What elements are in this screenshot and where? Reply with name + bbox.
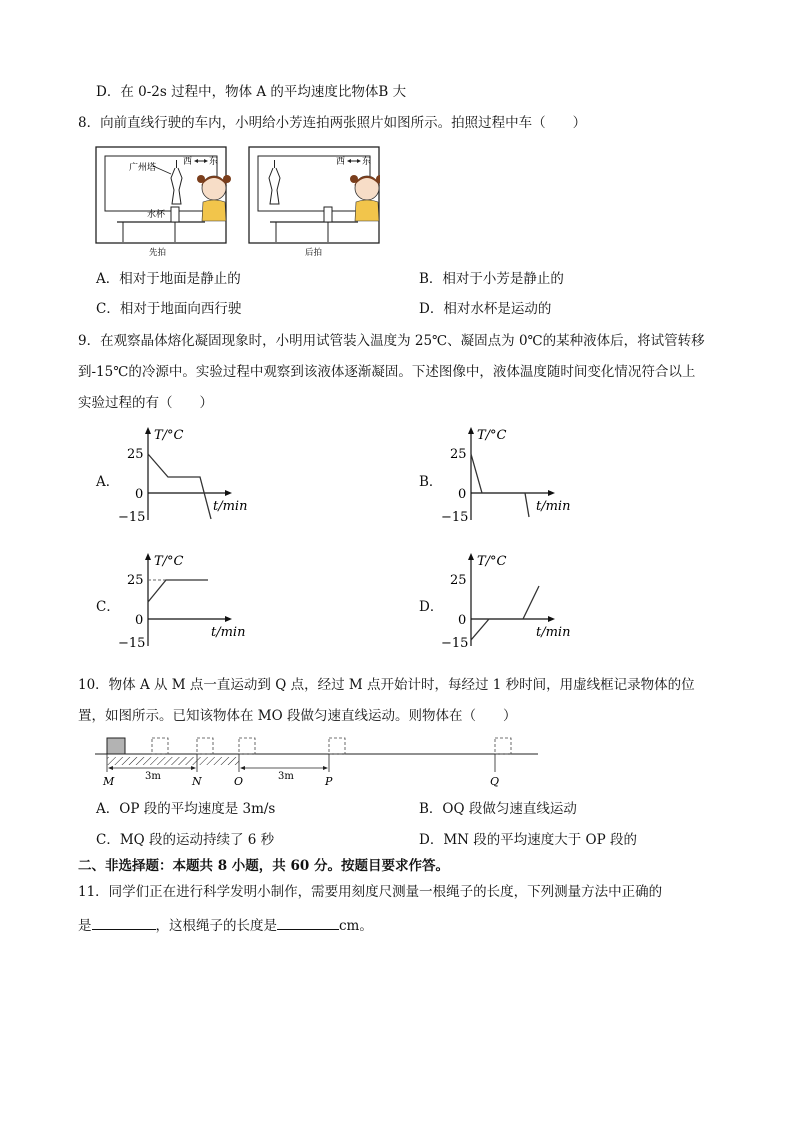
q9-graph-b [441, 424, 581, 524]
q9-graph-a [118, 424, 258, 524]
T-axis-label-a: T/°C [154, 428, 184, 443]
tick-25-c: 25 [127, 573, 144, 588]
point-o: O [234, 775, 244, 788]
t-axis-label-d: t/min [536, 625, 571, 640]
q11-stem-line2 [78, 915, 373, 935]
q11-stem-line1: 11．同学们正在进行科学发明小制作，需要用刻度尺测量一根绳子的长度，下列测量方法中正确的 [78, 884, 663, 900]
q8-option-a: A．相对于地面是静止的 [96, 271, 241, 287]
tick-25-b: 25 [450, 447, 467, 462]
tick-neg15-d: −15 [441, 636, 469, 650]
tick-0-a: 0 [135, 487, 144, 502]
tick-neg15-b: −15 [441, 510, 469, 524]
q9-label-d: D． [419, 599, 444, 615]
tick-0-c: 0 [135, 613, 144, 628]
dir-west-1: 西 [183, 157, 193, 167]
caption-second: 后拍 [305, 248, 323, 258]
q7-option-d: D．在 0-2s 过程中，物体 A 的平均速度比物体B 大 [96, 84, 407, 100]
q10-stem-line2: 置，如图所示。已知该物体在 MO 段做匀速直线运动。则物体在（ ） [78, 708, 517, 724]
q8-photos-figure [95, 146, 380, 258]
q10-option-c: C．MQ 段的运动持续了 6 秒 [96, 832, 275, 848]
q11-blank-1[interactable] [92, 915, 156, 930]
tick-0-d: 0 [458, 613, 467, 628]
q10-option-d: D．MN 段的平均速度大于 OP 段的 [419, 832, 637, 848]
cup-label: 水杯 [147, 210, 166, 220]
T-axis-label-d: T/°C [477, 554, 507, 569]
T-axis-label-c: T/°C [154, 554, 184, 569]
photo-first [96, 147, 231, 243]
caption-first: 先拍 [149, 248, 167, 258]
q10-option-b: B．OQ 段做匀速直线运动 [419, 801, 577, 817]
q9-stem-line2: 到-15℃的冷源中。实验过程中观察到该液体逐渐凝固。下述图像中，液体温度随时间变化情况符合以上 [78, 364, 696, 380]
q10-option-a: A．OP 段的平均速度是 3m/s [96, 801, 276, 817]
tick-neg15-a: −15 [118, 510, 146, 524]
q8-option-c: C．相对于地面向西行驶 [96, 301, 242, 317]
q9-label-b: B． [419, 474, 443, 490]
section2-heading: 二、非选择题：本题共 8 小题，共 60 分。按题目要求作答。 [78, 858, 449, 874]
q9-graph-d [441, 550, 581, 650]
point-m: M [103, 775, 115, 788]
dir-east-1: 东 [209, 157, 219, 167]
tower-label: 广州塔 [129, 163, 157, 173]
t-axis-label-a: t/min [213, 499, 248, 514]
tick-neg15-c: −15 [118, 636, 146, 650]
t-axis-label-b: t/min [536, 499, 571, 514]
tick-25-d: 25 [450, 573, 467, 588]
dir-east-2: 东 [362, 157, 372, 167]
q9-stem-line1: 9．在观察晶体熔化凝固现象时，小明用试管装入温度为 25℃、凝固点为 0℃的某种液体后，将试管转移 [78, 333, 705, 349]
T-axis-label-b: T/°C [477, 428, 507, 443]
q9-graph-c [118, 550, 258, 650]
tick-0-b: 0 [458, 487, 467, 502]
dist-op: 3m [278, 771, 294, 782]
q11-text-b: ，这根绳子的长度是 [155, 918, 277, 934]
q8-option-b: B．相对于小芳是静止的 [419, 271, 564, 287]
point-q: Q [490, 775, 500, 788]
q9-stem-line3: 实验过程的有（ ） [78, 395, 213, 411]
point-n: N [192, 775, 202, 788]
q11-text-c: cm。 [339, 918, 373, 934]
q9-label-c: C． [96, 599, 120, 615]
q9-label-a: A． [96, 474, 120, 490]
dir-west-2: 西 [336, 157, 346, 167]
t-axis-label-c: t/min [211, 625, 246, 640]
q10-motion-diagram [95, 735, 545, 790]
q11-blank-2[interactable] [277, 915, 339, 930]
photo-second [249, 147, 380, 243]
q8-option-d: D．相对水杯是运动的 [419, 301, 552, 317]
dist-mn: 3m [145, 771, 161, 782]
point-p: P [325, 775, 333, 788]
q10-stem-line1: 10．物体 A 从 M 点一直运动到 Q 点，经过 M 点开始计时，每经过 1 秒时间，用虚线框记录物体的位 [78, 677, 695, 693]
tick-25-a: 25 [127, 447, 144, 462]
q8-stem: 8．向前直线行驶的车内，小明给小芳连拍两张照片如图所示。拍照过程中车（ ） [78, 115, 587, 131]
q11-text-a: 是 [78, 918, 92, 934]
